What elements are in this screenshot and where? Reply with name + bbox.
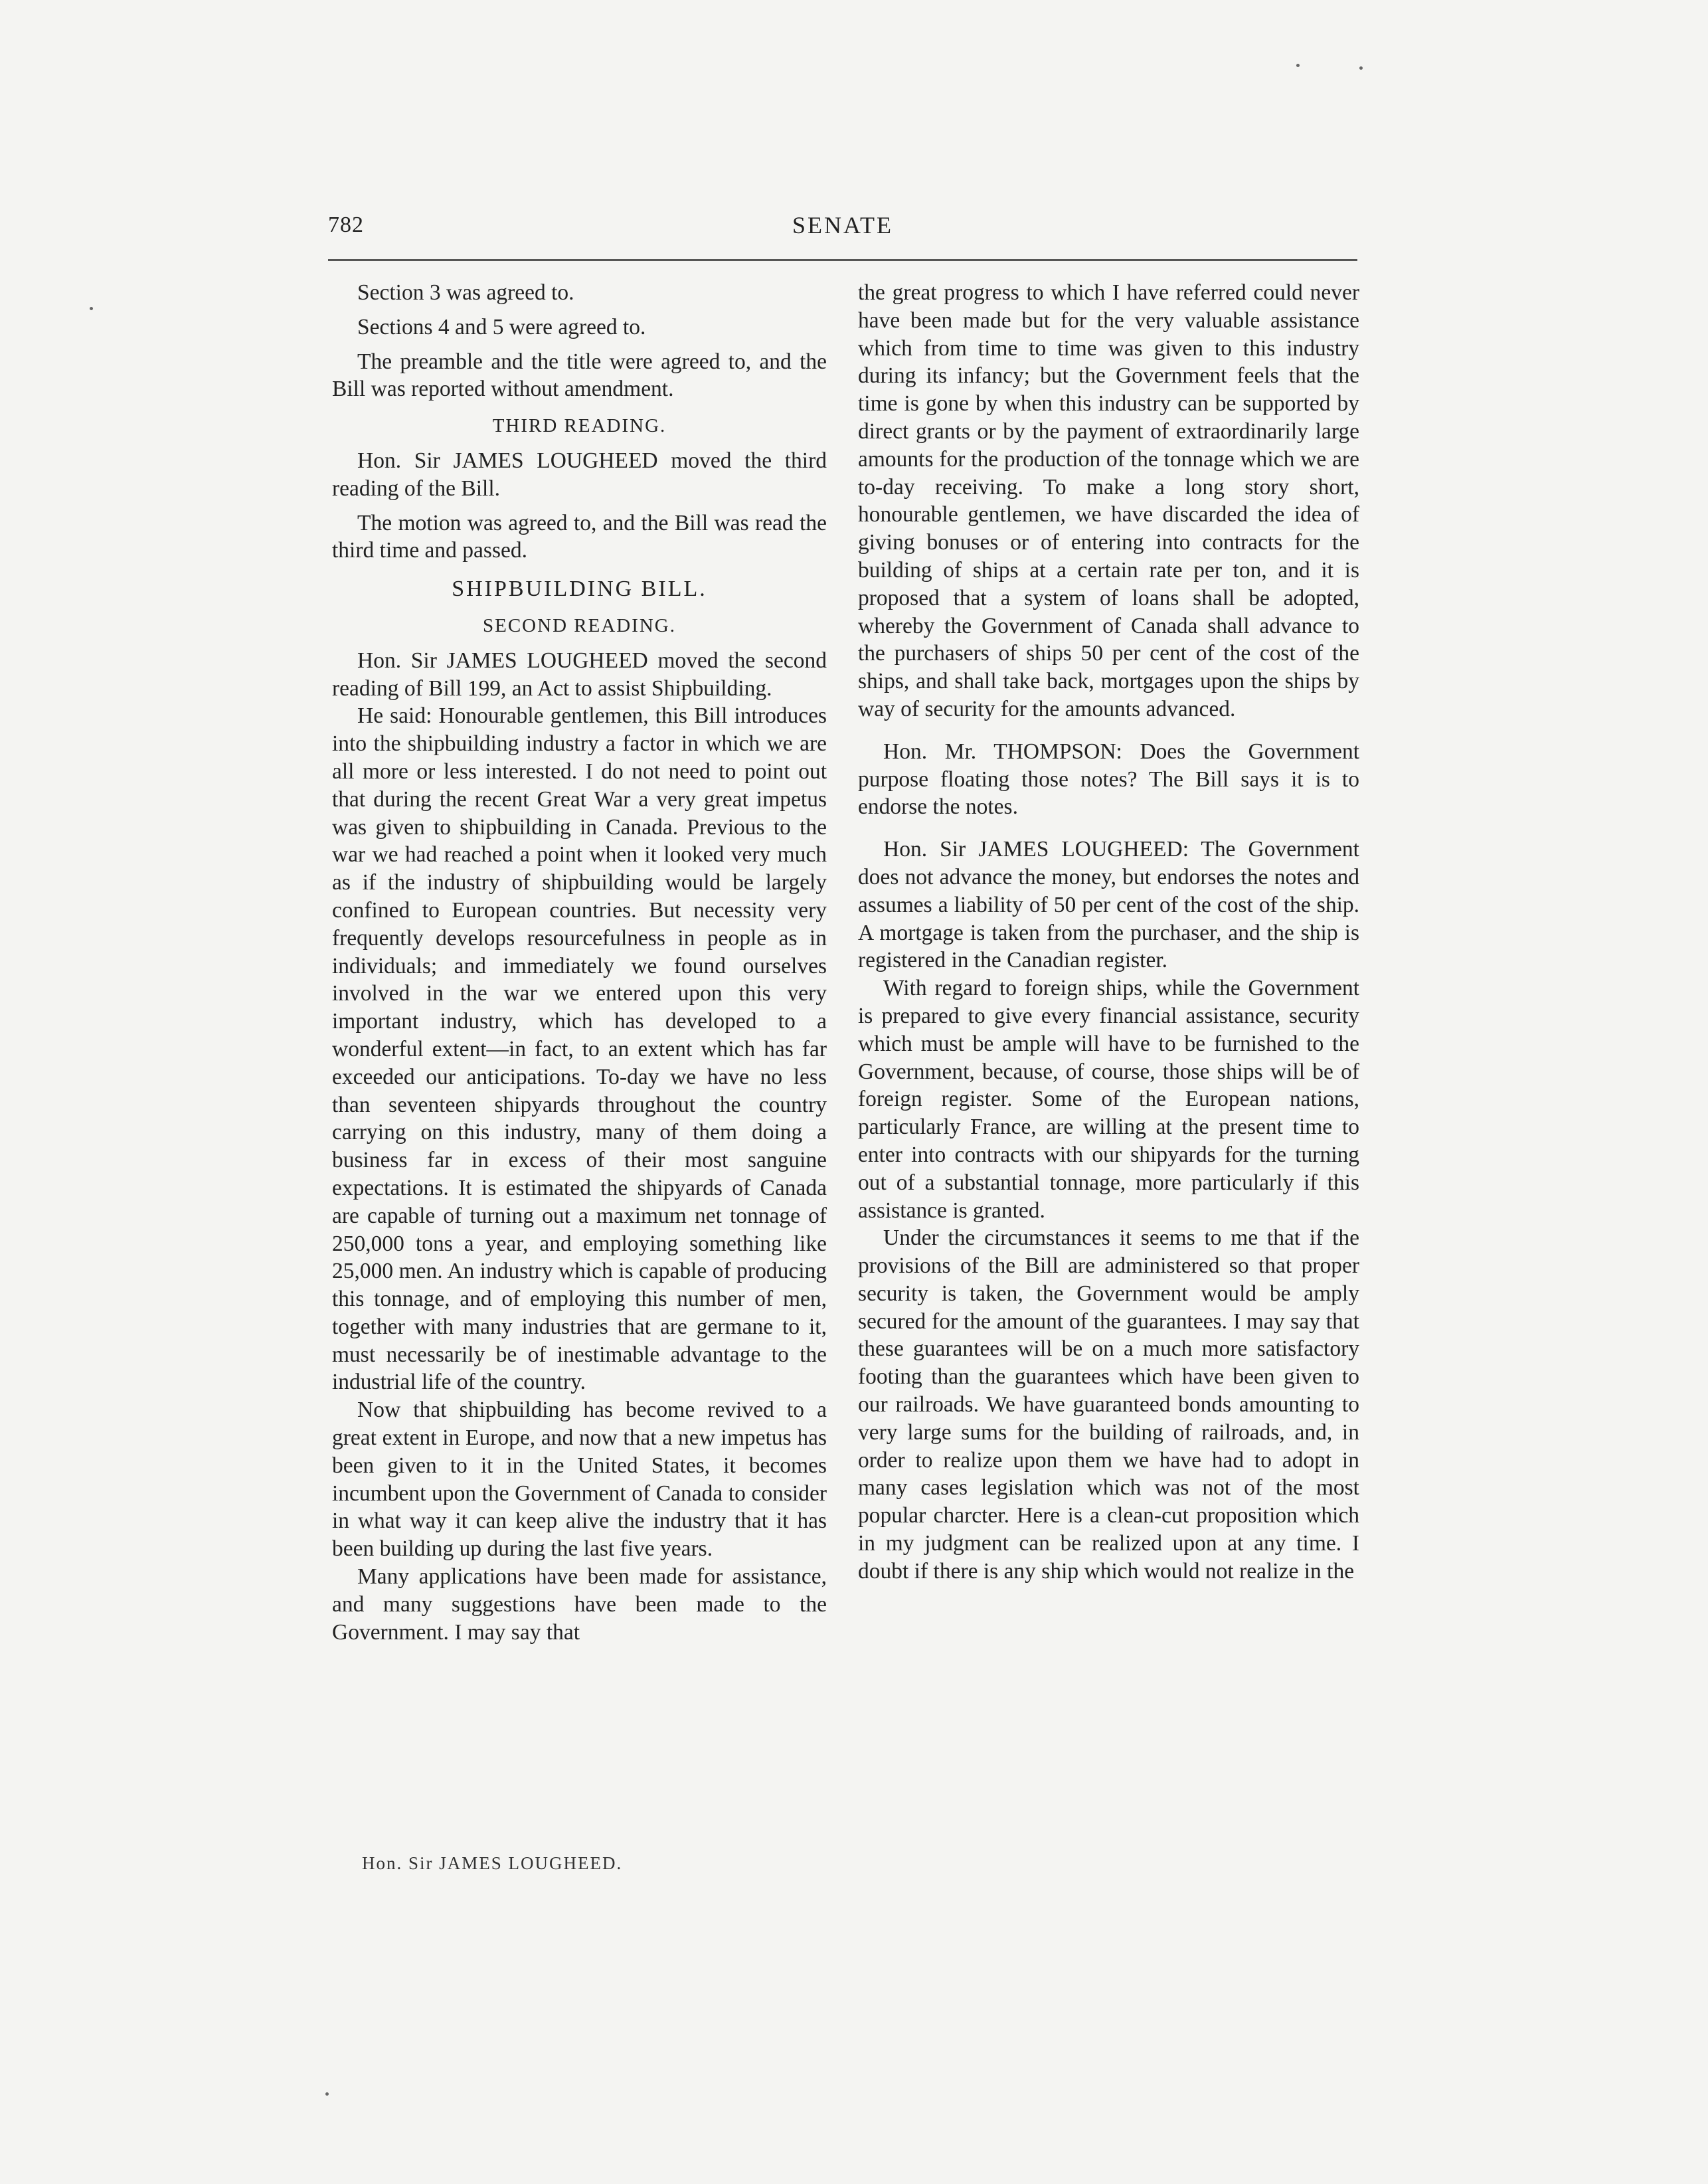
scan-speck [325, 2092, 329, 2096]
paragraph: With regard to foreign ships, while the Government is prepared to give every financial assistance, security which must be ample will have to be furnished to the Government, because, of course, those ships will be of foreign register. Some of the European nations, particularly France, are willing at the present time to enter into contracts with our shipyards for the turning out of a substantial tonnage, more particularly if this assistance is granted. [858, 976, 1359, 1223]
paragraph: Hon. Sir JAMES LOUGHEED moved the second reading of Bill 199, an Act to assist Shipbuilding. [332, 648, 827, 701]
scan-speck [90, 307, 93, 310]
bill-title: SHIPBUILDING BILL. [452, 577, 707, 602]
section-heading: SECOND READING. [483, 614, 676, 636]
left-column [332, 279, 827, 1646]
paragraph: Section 3 was agreed to. [357, 280, 574, 305]
paragraph: The preamble and the title were agreed to, and the Bill was reported without amendment. [332, 349, 827, 402]
section-heading: THIRD READING. [492, 415, 667, 437]
paragraph: Hon. Sir JAMES LOUGHEED: The Government does not advance the money, but endorses the notes and assumes a liability of 50 per cent of the cost of the ship. A mortgage is taken from the purchaser, and the ship is registered in the Canadian register. [858, 837, 1359, 973]
page-header [328, 211, 1357, 261]
paragraph: He said: Honourable gentlemen, this Bill introduces into the shipbuilding industry a factor in which we are all more or less interested. I do not need to point out that during the recent Great War a very great impetus was given to shipbuilding in Canada. Previous to the war we had reached a point when it looked very much as if the industry of shipbuilding would be largely confined to European countries. But necessity very frequently develops resourcefulness in people as in individuals; and immediately we found ourselves involved in the war we entered upon this very important industry, which has developed to a wonderful extent—in fact, to an extent which has far exceeded our anticipations. To-day we have no less than seventeen shipyards throughout the country carrying on this industry, many of them doing a business far in excess of their most sanguine expectations. It is estimated the shipyards of Canada are capable of turning out a maximum net tonnage of 250,000 tons a year, and employing something like 25,000 men. An industry which is capable of producing this tonnage, and of employing this number of men, together with many industries that are germane to it, must necessarily be of inestimable advantage to the industrial life of the country. [332, 703, 827, 1395]
right-column [858, 279, 1359, 1586]
paragraph: Many applications have been made for assistance, and many suggestions have been made to the Government. I may say that [332, 1564, 827, 1645]
scan-speck [1296, 64, 1300, 67]
running-head: SENATE [792, 212, 893, 238]
paragraph: Hon. Sir JAMES LOUGHEED moved the third reading of the Bill. [332, 448, 827, 501]
paragraph: Hon. Mr. THOMPSON: Does the Government purpose floating those notes? The Bill says it is to endorse the notes. [858, 739, 1359, 820]
page-footer: Hon. Sir JAMES LOUGHEED. [362, 1853, 623, 1873]
paragraph: The motion was agreed to, and the Bill was read the third time and passed. [332, 510, 827, 563]
scan-speck [1359, 66, 1363, 70]
paragraph: the great progress to which I have referred could never have been made but for the very valuable assistance which from time to time was given to this industry during its infancy; but the Government feels that the time is gone by when this industry can be supported by direct grants or by the payment of extraordinarily large amounts for the production of the tonnage which we are to-day receiving. To make a long story short, honourable gentlemen, we have discarded the idea of giving bonuses or of entering into contracts for the building of ships at a certain rate per ton, and it is proposed that a system of loans shall be adopted, whereby the Government of Canada shall advance to the purchasers of ships 50 per cent of the cost of the ships, and shall take back, mortgages upon the ships by way of security for the amounts advanced. [858, 280, 1359, 721]
paragraph: Under the circumstances it seems to me that if the provisions of the Bill are administered so that proper security is taken, the Government would be amply secured for the amount of the guarantees. I may say that these guarantees will be on a much more satisfactory footing than the guarantees which have been given to our railroads. We have guaranteed bonds amounting to very large sums for the building of railroads, and, in order to realize upon them we have had to adopt in many cases legislation which was not of the most popular charcter. Here is a clean-cut proposition which in my judgment can be realized upon at any time. I doubt if there is any ship which would not realize in the [858, 1226, 1359, 1584]
page-number: 782 [328, 213, 364, 237]
paragraph: Now that shipbuilding has become revived to a great extent in Europe, and now that a new impetus has been given to it in the United States, it becomes incumbent upon the Government of Canada to consider in what way it can keep alive the industry that it has been building up during the last five years. [332, 1398, 827, 1562]
paragraph: Sections 4 and 5 were agreed to. [357, 314, 646, 339]
